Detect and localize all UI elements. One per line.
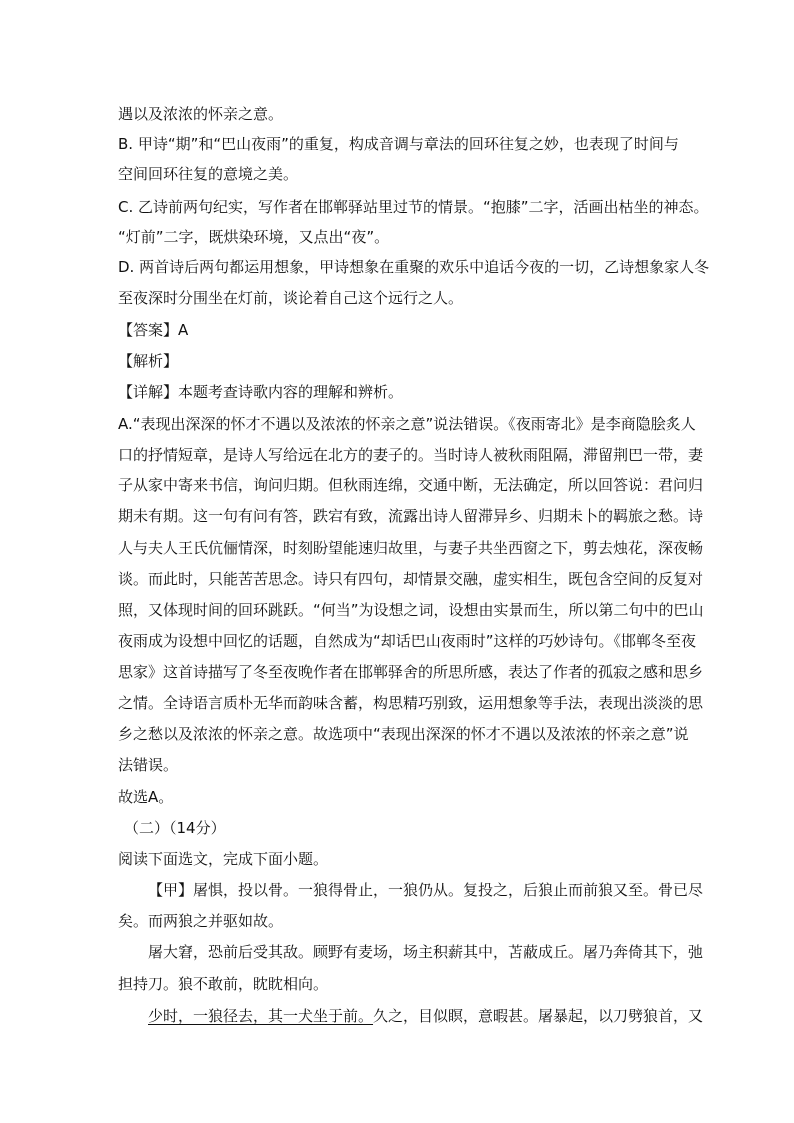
passage-line: 担持刀。狼不敢前，眈眈相向。 [118,975,329,993]
section-heading: （二）（14分） [124,819,226,837]
text-line: 空间回环往复的意境之美。 [118,165,299,183]
text-line: 口的抒情短章，是诗人写给远在北方的妻子的。当时诗人被秋雨阻隔，滞留荆巴一带，妻 [118,446,704,464]
text-line: 夜雨成为设想中回忆的话题，自然成为“却话巴山夜雨时”这样的巧妙诗句。《邯郸冬至夜 [118,632,697,650]
text-line: 思家》这首诗描写了冬至夜晚作者在邯郸驿舍的所思所感，表达了作者的孤寂之感和思乡 [118,663,704,681]
text-line: 人与夫人王氏伉俪情深，时刻盼望能速归故里，与妻子共坐西窗之下，剪去烛花，深夜畅 [118,539,704,557]
text-line: 乡之愁以及浓浓的怀亲之意。故选项中“表现出深深的怀才不遇以及浓浓的怀亲之意”说 [118,725,689,743]
text-line: 谈。而此时，只能苦苦思念。诗只有四句，却情景交融，虚实相生，既包含空间的反复对 [118,570,704,588]
instruction-line: 阅读下面选文，完成下面小题。 [118,850,329,868]
text-line: C. 乙诗前两句纪实，写作者在邯郸驿站里过节的情景。“抱膝”二字，活画出枯坐的神态。 [118,198,709,216]
text-line: 至夜深时分围坐在灯前，谈论着自己这个远行之人。 [118,289,464,307]
text-line: 子从家中寄来书信，询问归期。但秋雨连绵，交通中断，无法确定，所以回答说：君问归 [118,476,704,494]
detail-label: 【详解】本题考查诗歌内容的理解和辨析。 [118,383,404,401]
text-line: 之情。全诗语言质朴无华而韵味含蓄，构思精巧别致，运用想象等手法，表现出淡淡的思 [118,694,704,712]
text-line: A.“表现出深深的怀才不遇以及浓浓的怀亲之意”说法错误。《夜雨寄北》是李商隐脍炙人 [118,415,696,433]
text-line: 期未有期。这一句有问有答，跌宕有致，流露出诗人留滞异乡、归期未卜的羁旅之愁。诗 [118,507,704,525]
text-line: B. 甲诗“期”和“巴山夜雨”的重复，构成音调与章法的回环往复之妙，也表现了时间与 [118,135,679,153]
text-line: 照，又体现时间的回环跳跃。“何当”为设想之词，设想由实景而生，所以第二句中的巴山 [118,601,704,619]
underlined-sentence: 少时，一狼径去，其一犬坐于前。 [148,1007,374,1025]
passage-text: 久之，目似瞑，意暇甚。屠暴起，以刀劈狼首，又 [373,1007,704,1025]
text-line: 遇以及浓浓的怀亲之意。 [118,105,284,123]
passage-line: 矣。而两狼之并驱如故。 [118,912,284,930]
analysis-label: 【解析】 [118,352,179,370]
text-line: 法错误。 [118,756,179,774]
text-line: 故选A。 [118,788,174,806]
passage-line: 【甲】屠惧，投以骨。一狼得骨止，一狼仍从。复投之，后狼止而前狼又至。骨已尽 [148,881,704,899]
text-line: D. 两首诗后两句都运用想象，甲诗想象在重聚的欢乐中追话今夜的一切，乙诗想象家人冬 [118,258,710,276]
passage-line [148,1006,703,1026]
passage-line: 屠大窘，恐前后受其敌。顾野有麦场，场主积薪其中，苫蔽成丘。屠乃奔倚其下，弛 [148,943,704,961]
text-line: “灯前”二字，既烘染环境，又点出“夜”。 [118,228,390,246]
answer-label: 【答案】A [118,321,189,339]
